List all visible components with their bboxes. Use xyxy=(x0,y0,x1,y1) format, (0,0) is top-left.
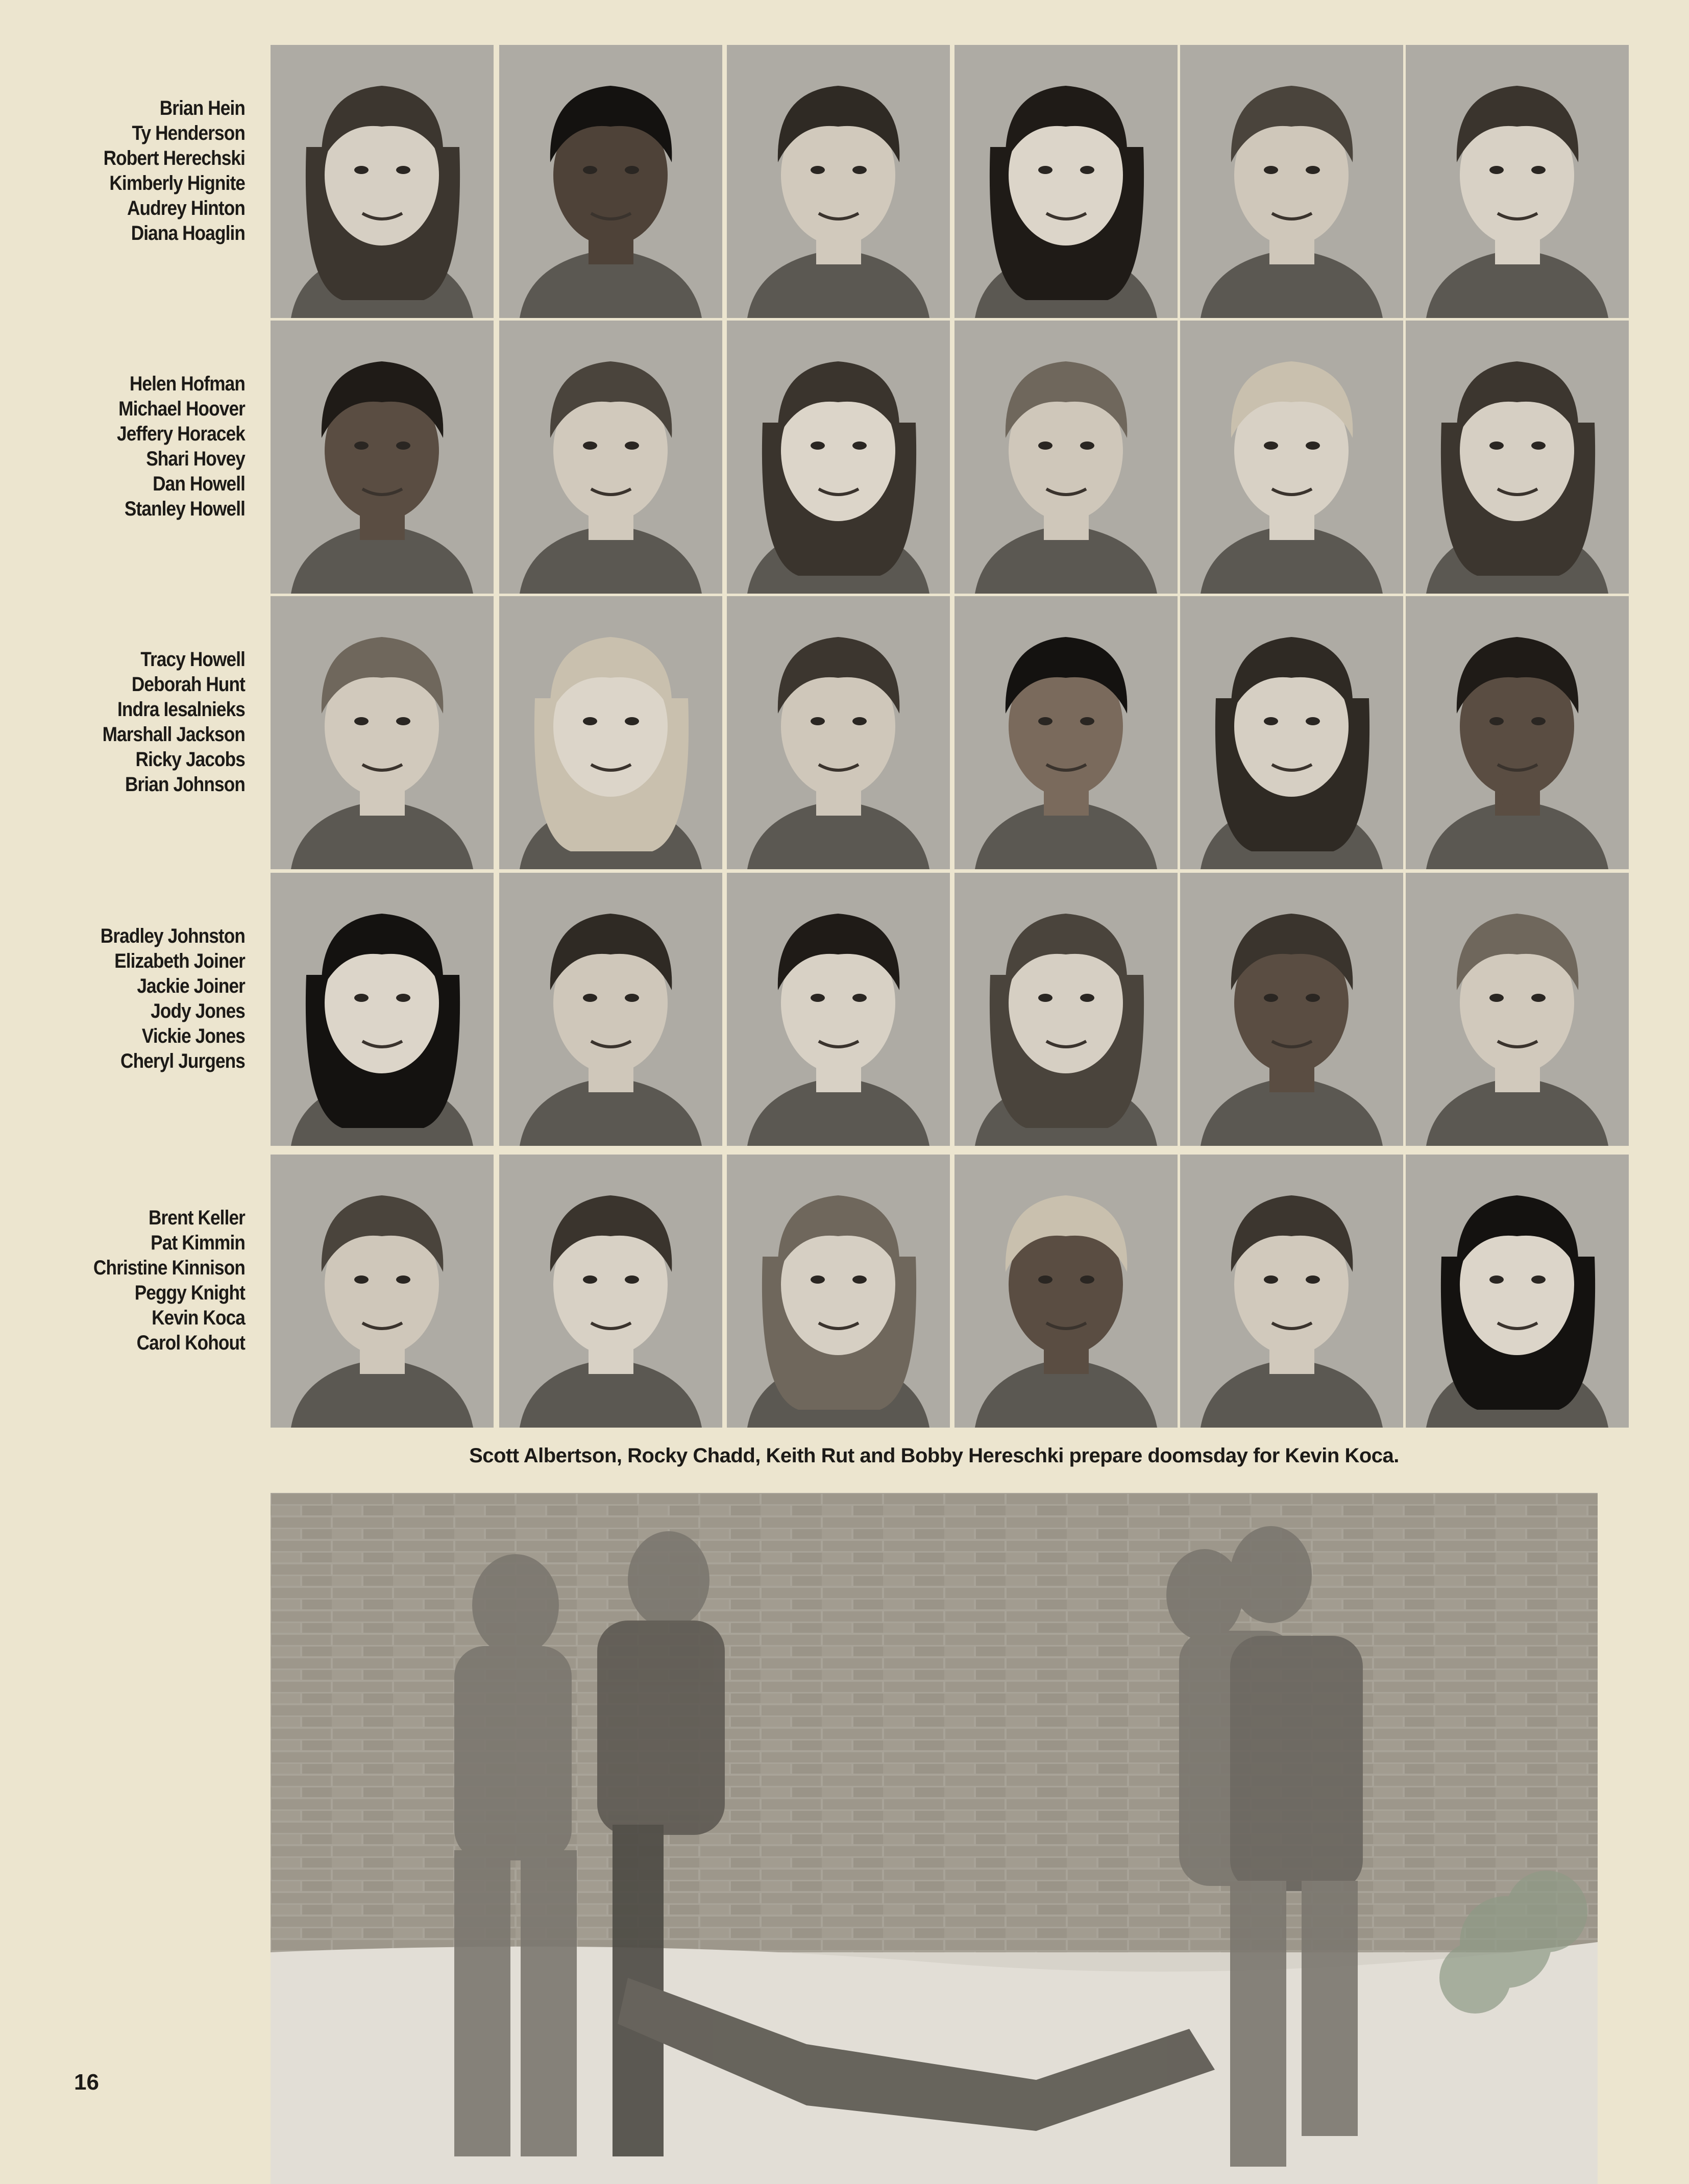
student-name: Tracy Howell xyxy=(140,648,245,671)
name-list xyxy=(56,924,245,1074)
student-name: Cheryl Jurgens xyxy=(120,1050,245,1072)
student-name: Dan Howell xyxy=(153,473,245,495)
name-list xyxy=(56,372,245,522)
student-name: Deborah Hunt xyxy=(131,673,245,696)
student-name: Pat Kimmin xyxy=(151,1232,245,1254)
student-name: Brian Hein xyxy=(159,97,245,119)
student-portrait xyxy=(1180,1155,1403,1428)
student-name: Audrey Hinton xyxy=(127,197,245,219)
student-portrait xyxy=(271,596,494,869)
student-portrait xyxy=(499,45,722,318)
student-name: Ricky Jacobs xyxy=(135,748,245,771)
name-list xyxy=(56,96,245,246)
student-name: Robert Herechski xyxy=(103,147,245,169)
student-name: Helen Hofman xyxy=(129,373,245,395)
student-name: Brian Johnson xyxy=(125,773,245,796)
student-portrait xyxy=(1180,873,1403,1146)
student-name: Michael Hoover xyxy=(118,398,245,420)
student-portrait xyxy=(1406,596,1629,869)
student-portrait xyxy=(1180,321,1403,594)
student-name: Bradley Johnston xyxy=(100,925,245,947)
student-portrait xyxy=(1406,45,1629,318)
student-name: Jeffery Horacek xyxy=(117,423,245,445)
portrait-row xyxy=(0,596,1689,869)
student-name: Peggy Knight xyxy=(134,1282,245,1304)
student-portrait xyxy=(271,873,494,1146)
name-list xyxy=(56,1206,245,1356)
student-portrait xyxy=(499,321,722,594)
student-portrait xyxy=(954,873,1178,1146)
student-portrait xyxy=(954,45,1178,318)
student-name: Indra Iesalnieks xyxy=(117,698,245,721)
student-name: Elizabeth Joiner xyxy=(114,950,245,972)
student-portrait xyxy=(1406,1155,1629,1428)
portrait-row xyxy=(0,1155,1689,1428)
student-name: Kevin Koca xyxy=(152,1307,245,1329)
student-portrait xyxy=(727,45,950,318)
page-number: 16 xyxy=(74,2070,99,2095)
student-name: Shari Hovey xyxy=(146,448,245,470)
student-name: Vickie Jones xyxy=(141,1025,245,1047)
student-portrait xyxy=(1180,45,1403,318)
student-name: Jackie Joiner xyxy=(137,975,245,997)
student-portrait xyxy=(727,1155,950,1428)
student-name: Stanley Howell xyxy=(124,498,245,520)
candid-group-photo xyxy=(271,1493,1598,2184)
student-name: Marshall Jackson xyxy=(102,723,246,746)
student-name: Kimberly Hignite xyxy=(109,172,245,194)
student-name: Carol Kohout xyxy=(136,1332,245,1354)
name-list xyxy=(56,647,245,797)
student-portrait xyxy=(727,596,950,869)
student-portrait xyxy=(271,321,494,594)
student-name: Jody Jones xyxy=(151,1000,245,1022)
student-portrait xyxy=(727,873,950,1146)
student-portrait xyxy=(499,596,722,869)
student-portrait xyxy=(271,45,494,318)
student-portrait xyxy=(499,1155,722,1428)
student-portrait xyxy=(954,596,1178,869)
student-name: Ty Henderson xyxy=(132,122,245,144)
student-portrait xyxy=(954,1155,1178,1428)
portrait-row xyxy=(0,45,1689,318)
photo-caption: Scott Albertson, Rocky Chadd, Keith Rut and Bobby Hereschki prepare doomsday for Kevin Koca. xyxy=(469,1444,1399,1467)
student-portrait xyxy=(499,873,722,1146)
student-name: Diana Hoaglin xyxy=(131,222,245,244)
student-portrait xyxy=(954,321,1178,594)
student-portrait xyxy=(1406,321,1629,594)
student-portrait xyxy=(271,1155,494,1428)
student-name: Christine Kinnison xyxy=(93,1257,245,1279)
student-name: Brent Keller xyxy=(149,1207,245,1229)
student-portrait xyxy=(1180,596,1403,869)
student-portrait xyxy=(727,321,950,594)
portrait-row xyxy=(0,321,1689,594)
student-portrait xyxy=(1406,873,1629,1146)
portrait-row xyxy=(0,873,1689,1146)
